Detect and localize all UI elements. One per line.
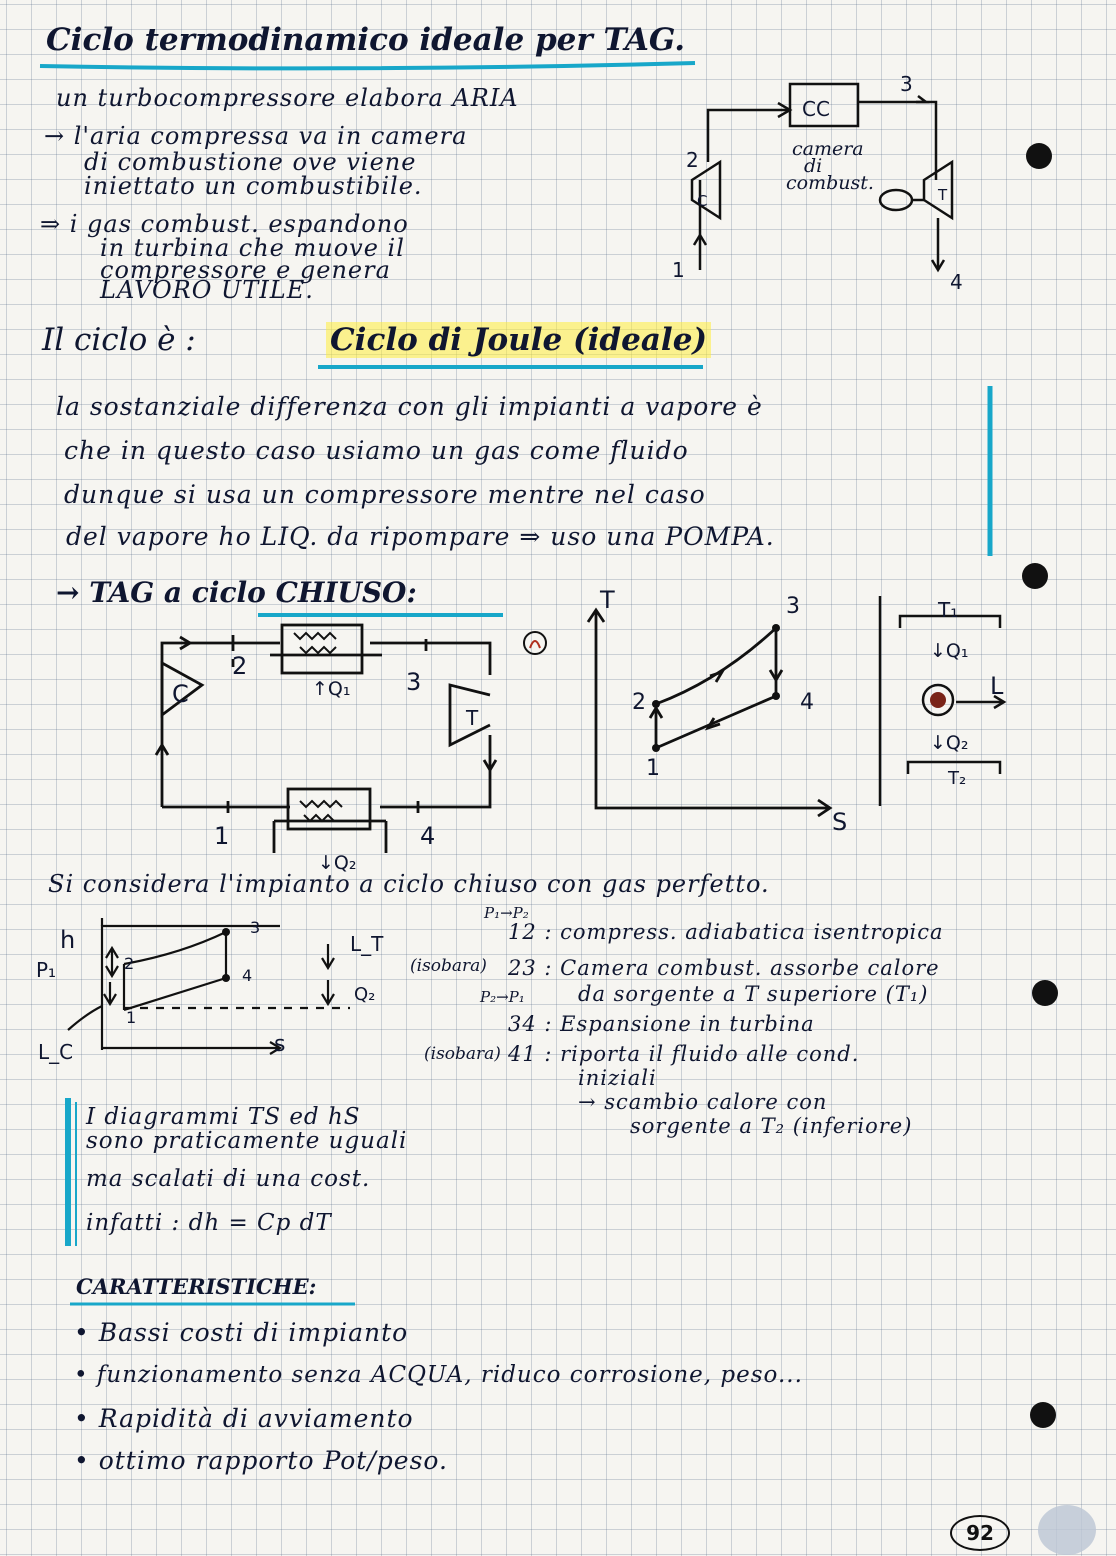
step-23-tag: (isobara) xyxy=(410,956,487,976)
ts-axis-T: T xyxy=(600,586,615,614)
intro-bullet-1: un turbocompressore elabora ARIA xyxy=(56,84,519,112)
intro-bullet-3-line-1: ⇒ i gas combust. espandono xyxy=(40,210,409,238)
fire-icon xyxy=(522,630,548,656)
hs-Lt: L_T xyxy=(350,932,384,956)
page-number: 92 xyxy=(950,1515,1010,1551)
paragraph-line-3: dunque si usa un compressore mentre nel caso xyxy=(64,480,706,509)
intro-bullet-3-line-3: compressore e genera xyxy=(100,256,391,284)
intro-bullet-2-line-1: → l'aria compressa va in camera xyxy=(44,122,468,150)
hs-axis-s: s xyxy=(274,1032,286,1057)
step-41: 41 : riporta il fluido alle cond. xyxy=(508,1042,860,1066)
cc-caption-3: combust. xyxy=(786,172,874,194)
cc-caption-2: di xyxy=(804,155,823,177)
title-underline xyxy=(40,60,700,74)
hs-point-3: 3 xyxy=(250,918,261,937)
cc-caption-1: camera xyxy=(792,138,864,160)
closed-point-1: 1 xyxy=(214,822,230,850)
hs-diagram xyxy=(50,910,390,1080)
step-41b: iniziali xyxy=(578,1066,657,1090)
step-23b: da sorgente a T superiore (T₁) xyxy=(578,982,929,1006)
feature-item-1: • Bassi costi di impianto xyxy=(74,1318,409,1347)
intro-bullet-2-line-3: iniettato un combustibile. xyxy=(84,172,423,200)
step-34: 34 : Espansione in turbina xyxy=(508,1012,815,1036)
schema1-point-3: 3 xyxy=(900,72,913,96)
cycle-name xyxy=(326,322,711,358)
tape-mark xyxy=(1038,1505,1096,1555)
paragraph-line-4: del vapore ho LIQ. da ripompare ⇒ uso una POMPA. xyxy=(66,522,775,551)
intro-bullet-3-line-4: LAVORO UTILE. xyxy=(100,276,314,304)
boxnote-line-4: infatti : dh = Cp dT xyxy=(86,1210,332,1236)
intro-bullet-2-line-2: di combustione ove viene xyxy=(84,148,417,176)
ts-axis-S: S xyxy=(832,808,848,836)
boxnote-line-1: I diagrammi TS ed hS xyxy=(86,1104,361,1130)
page-title-text: Ciclo termodinamico ideale per TAG. xyxy=(46,22,686,58)
schema1-turbine-label: T xyxy=(938,186,948,204)
schema1-point-1: 1 xyxy=(672,258,685,282)
ts-point-4: 4 xyxy=(800,690,814,715)
engine-Q1: ↓Q₁ xyxy=(930,640,969,662)
engine-T2: T₂ xyxy=(948,768,967,789)
ts-point-1: 1 xyxy=(646,756,660,781)
hs-axis-h: h xyxy=(60,926,76,954)
hs-P1: P₁ xyxy=(36,958,57,982)
step-41c: → scambio calore con xyxy=(578,1090,828,1114)
closed-point-4: 4 xyxy=(420,822,436,850)
binder-hole-2 xyxy=(1022,563,1048,589)
paragraph-line-2: che in questo caso usiamo un gas come fluido xyxy=(64,436,689,465)
engine-T1: T₁ xyxy=(938,598,959,622)
consider-heading: Si considera l'impianto a ciclo chiuso con gas perfetto. xyxy=(48,870,770,898)
note-p2-p1: P₂→P₁ xyxy=(480,988,525,1006)
ts-point-3: 3 xyxy=(786,594,800,619)
closed-point-3: 3 xyxy=(406,668,422,696)
features-underline xyxy=(70,1300,360,1308)
cycle-name-text: Ciclo di Joule (ideale) xyxy=(326,322,711,358)
step-41d: sorgente a T₂ (inferiore) xyxy=(630,1114,913,1138)
schema1-point-2: 2 xyxy=(686,148,699,172)
hs-point-1: 1 xyxy=(126,1008,137,1027)
binder-hole-4 xyxy=(1030,1402,1056,1428)
hs-Q2: Q₂ xyxy=(354,984,376,1005)
closed-q2: ↓Q₂ xyxy=(318,852,357,874)
boxnote-line-3: ma scalati di una cost. xyxy=(86,1166,371,1192)
feature-item-3: • Rapidità di avviamento xyxy=(74,1404,414,1433)
paragraph-line-1: la sostanziale differenza con gli impianti a vapore è xyxy=(56,392,763,421)
features-heading: CARATTERISTICHE: xyxy=(76,1274,317,1299)
binder-hole-3 xyxy=(1032,980,1058,1006)
hs-point-2: 2 xyxy=(124,954,135,973)
boxnote-line-2: sono praticamente uguali xyxy=(86,1128,408,1154)
closed-compressor-label: C xyxy=(172,680,189,708)
ts-point-2: 2 xyxy=(632,690,646,715)
feature-item-2: • funzionamento senza ACQUA, riduco corrosione, peso... xyxy=(74,1362,803,1388)
schema1-point-4: 4 xyxy=(950,270,963,294)
engine-L: L xyxy=(990,672,1004,700)
closed-turbine-label: T xyxy=(466,706,479,730)
cc-label: CC xyxy=(802,97,830,121)
binder-hole-1 xyxy=(1026,143,1052,169)
closed-point-2: 2 xyxy=(232,652,248,680)
feature-item-4: • ottimo rapporto Pot/peso. xyxy=(74,1446,448,1475)
heat-engine-sketch xyxy=(872,596,1012,816)
hs-Lc: L_C xyxy=(38,1040,74,1064)
ts-diagram xyxy=(580,600,860,840)
page-title xyxy=(46,22,685,58)
step-41-tag: (isobara) xyxy=(424,1044,501,1064)
closed-cycle-schematic xyxy=(150,615,510,865)
closed-heading-text: → TAG a ciclo CHIUSO: xyxy=(56,576,417,609)
engine-Q2: ↓Q₂ xyxy=(930,732,969,754)
step-23: 23 : Camera combust. assorbe calore xyxy=(508,956,940,980)
cycle-lead: Il ciclo è : xyxy=(42,322,196,358)
note-p1-p2: P₁→P₂ xyxy=(484,904,529,922)
paragraph-margin-bar xyxy=(984,386,998,558)
closed-heading xyxy=(56,576,417,609)
step-12: 12 : compress. adiabatica isentropica xyxy=(508,920,944,944)
schema1-compressor-label: C xyxy=(697,192,708,210)
closed-q1: ↑Q₁ xyxy=(312,678,351,700)
hs-point-4: 4 xyxy=(242,966,253,985)
cycle-underline xyxy=(318,362,708,372)
intro-bullet-3-line-2: in turbina che muove il xyxy=(100,234,405,262)
